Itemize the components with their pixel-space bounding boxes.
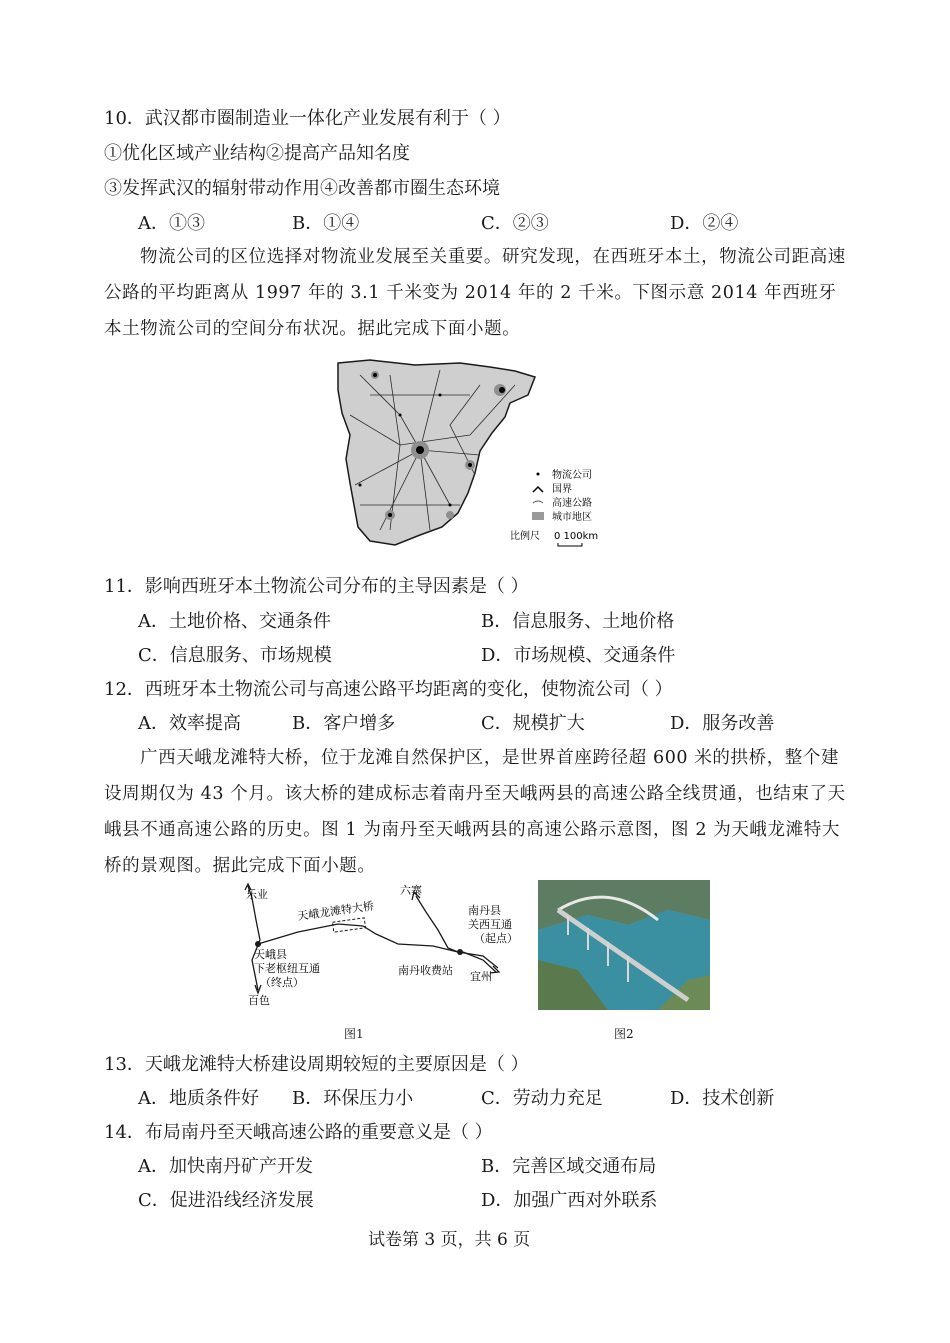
road-liuzhai: [416, 896, 458, 952]
scale-bar: [558, 543, 582, 546]
label-tiane-2: 下老枢纽互通: [254, 962, 320, 975]
q11-stem: 11．影响西班牙本土物流公司分布的主导因素是（ ）: [104, 576, 529, 597]
label-nandan-2: 关西互通: [468, 918, 512, 931]
fig2-bridge-photo: [538, 880, 710, 1010]
q11-option-d[interactable]: D．市场规模、交通条件: [481, 645, 676, 666]
q13-option-b[interactable]: B．环保压力小: [292, 1088, 414, 1109]
q13-option-d[interactable]: D．技术创新: [670, 1088, 775, 1109]
q10-option-c[interactable]: C．②③: [481, 213, 549, 234]
legend-urban: 城市地区: [552, 512, 592, 523]
label-baise: 百色: [248, 994, 270, 1007]
label-toll: 南丹收费站: [398, 964, 453, 977]
label-nandan-1: 南丹县: [468, 904, 501, 917]
node-tiane: [255, 941, 261, 947]
q10-option-b[interactable]: B．①④: [292, 213, 360, 234]
legend-urban-symbol: [532, 512, 544, 520]
label-nandan-3: （起点）: [474, 932, 518, 945]
q12-option-d[interactable]: D．服务改善: [670, 713, 775, 734]
label-leye: 乐业: [246, 888, 268, 901]
label-liuzhai: 六寨: [400, 884, 422, 897]
q10-stem: 10．武汉都市圈制造业一体化产业发展有利于（ ）: [104, 108, 511, 129]
q13-stem: 13．天峨龙滩特大桥建设周期较短的主要原因是（ ）: [104, 1054, 529, 1075]
q11-option-a[interactable]: A．土地价格、交通条件: [138, 611, 331, 632]
q12-option-c[interactable]: C．规模扩大: [481, 713, 585, 734]
q14-option-c[interactable]: C．促进沿线经济发展: [138, 1190, 314, 1211]
q12-option-a[interactable]: A．效率提高: [138, 713, 241, 734]
scale-label: 比例尺: [510, 531, 540, 542]
q13-option-a[interactable]: A．地质条件好: [138, 1088, 259, 1109]
legend-border: 国界: [552, 484, 572, 495]
scale-text: 0 100km: [554, 531, 599, 542]
legend-border-symbol: [533, 487, 543, 492]
label-yizhou: 宜州: [470, 970, 492, 983]
legend-logistics: 物流公司: [552, 470, 592, 481]
fig2-caption: 图2: [614, 1027, 634, 1041]
label-tiane-1: 天峨县: [254, 948, 287, 961]
q10-option-a[interactable]: A．①③: [138, 213, 205, 234]
page-footer: 试卷第 3 页，共 6 页: [368, 1230, 531, 1250]
fig1-caption: 图1: [344, 1027, 364, 1041]
q11-option-b[interactable]: B．信息服务、土地价格: [481, 611, 675, 632]
node-nandan: [457, 949, 463, 955]
label-tiane-3: （终点）: [260, 976, 304, 989]
q14-option-d[interactable]: D．加强广西对外联系: [481, 1190, 658, 1211]
q14-option-b[interactable]: B．完善区域交通布局: [481, 1156, 657, 1177]
q13-option-c[interactable]: C．劳动力充足: [481, 1088, 603, 1109]
q10-item-2: ③发挥武汉的辐射带动作用④改善都市圈生态环境: [104, 178, 500, 199]
legend-highway: 高速公路: [552, 498, 592, 509]
legend-highway-symbol: [533, 501, 543, 503]
fig1-highway-diagram: [238, 880, 518, 1010]
label-bridge: 天峨龙滩特大桥: [296, 899, 375, 923]
map-legend: [510, 468, 598, 546]
q10-item-1: ①优化区域产业结构②提高产品知名度: [104, 143, 410, 164]
legend-dot-symbol: [537, 473, 540, 476]
q12-stem: 12．西班牙本土物流公司与高速公路平均距离的变化，使物流公司（ ）: [104, 679, 673, 700]
q10-option-d[interactable]: D．②④: [670, 213, 739, 234]
spain-logistics-map: [330, 355, 610, 550]
q14-option-a[interactable]: A．加快南丹矿产开发: [138, 1156, 313, 1177]
passage-bridge: 广西天峨龙滩特大桥，位于龙滩自然保护区，是世界首座跨径超 600 米的拱桥，整个建设周期仅为 43 个月。该大桥的建成标志着南丹至天峨两县的高速公路全线贯通，也结束了天峨县不通高速公路的历史。图 1 为南丹至天峨两县的高速公路示意图，图 2 为天峨龙滩特大桥的景观图。据此完成下面小题。: [104, 748, 846, 876]
q12-option-b[interactable]: B．客户增多: [292, 713, 396, 734]
q11-option-c[interactable]: C．信息服务、市场规模: [138, 645, 332, 666]
q14-stem: 14．布局南丹至天峨高速公路的重要意义是（ ）: [104, 1122, 493, 1143]
passage-logistics: 物流公司的区位选择对物流业发展至关重要。研究发现，在西班牙本土，物流公司距高速公路的平均距离从 1997 年的 3.1 千米变为 2014 年的 2 千米。下图示意 2014 年西班牙本土物流公司的空间分布状况。据此完成下面小题。: [104, 247, 846, 339]
